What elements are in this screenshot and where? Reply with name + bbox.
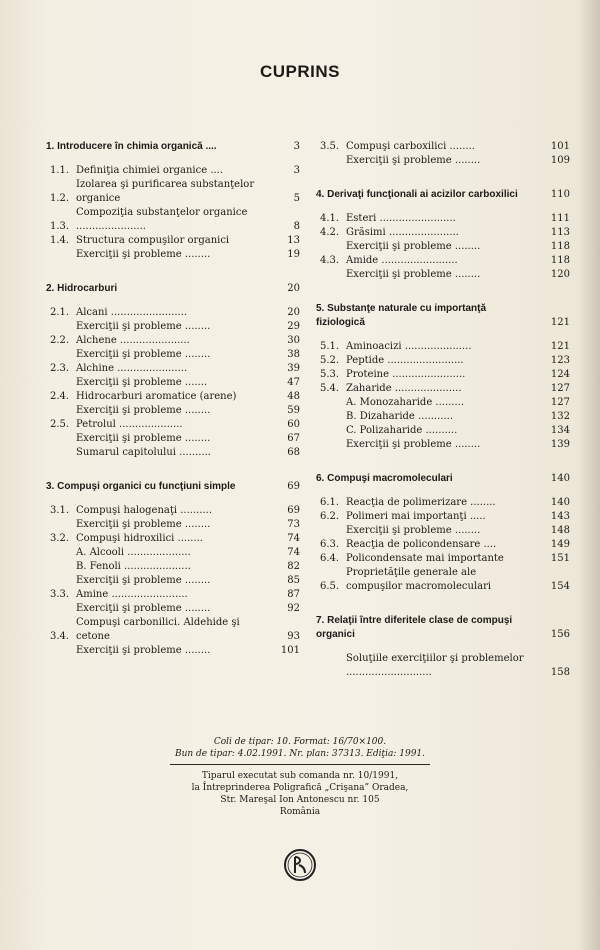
entry-title: Compuşi halogenaţi .......... — [76, 505, 213, 516]
entry-page: 154 — [550, 581, 570, 592]
entry-page: 68 — [287, 447, 300, 458]
entry-number: 1.1. — [50, 165, 70, 176]
entry-page: 30 — [287, 335, 300, 346]
toc-entry — [316, 424, 570, 438]
page-title: CUPRINS — [259, 62, 340, 81]
printer-line-3: Str. Mareşal Ion Antonescu nr. 105 — [220, 795, 380, 805]
entry-number: 3.4. — [50, 631, 70, 642]
toc-entry — [46, 560, 300, 574]
toc-entry — [46, 518, 300, 532]
toc-entry — [46, 616, 300, 644]
chapter-title: 1. Introducere în chimia organică .... — [46, 141, 217, 152]
entry-number: 6.4. — [320, 553, 340, 564]
toc-right-column — [316, 140, 570, 700]
entry-page: 113 — [550, 227, 570, 238]
entry-page: 87 — [287, 589, 300, 600]
toc-entry-list — [316, 340, 570, 452]
toc-entry — [46, 432, 300, 446]
toc-entry — [46, 248, 300, 262]
entry-title: Definiţia chimiei organice .... — [76, 165, 224, 176]
print-info — [0, 736, 600, 760]
entry-page: 19 — [287, 249, 300, 260]
entry-number: 6.2. — [320, 511, 340, 522]
entry-title: Compuşi hidroxilici ........ — [76, 533, 203, 544]
entry-title: Alchine ...................... — [76, 363, 188, 374]
toc-entry — [46, 418, 300, 432]
entry-page: 151 — [550, 553, 570, 564]
chapter-title: 6. Compuşi macromoleculari — [316, 473, 453, 484]
entry-page: 3 — [293, 165, 300, 176]
entry-title: Exerciţii şi probleme ........ — [346, 155, 481, 166]
entry-page: 38 — [287, 349, 300, 360]
chapter-title: 5. Substanţe naturale cu importanţă fiziologică — [316, 303, 487, 328]
toc-entry — [46, 306, 300, 320]
entry-page: 13 — [287, 235, 300, 246]
entry-number: 1.2. — [50, 193, 70, 204]
entry-title: Proteine ....................... — [346, 369, 466, 380]
entry-page: 109 — [550, 155, 570, 166]
chapter-title: 4. Derivaţi funcţionali ai acizilor carboxilici — [316, 189, 518, 200]
toc-entry — [316, 410, 570, 424]
printer-line-1: Tiparul executat sub comanda nr. 10/1991, — [201, 771, 399, 781]
entry-page: 39 — [287, 363, 300, 374]
entry-title: B. Dizaharide ........... — [346, 411, 453, 422]
entry-title: Exerciţii şi probleme ........ — [346, 439, 481, 450]
toc-entry-list — [46, 306, 300, 460]
toc-entry-list — [316, 212, 570, 282]
entry-title: Sumarul capitolului .......... — [76, 447, 211, 458]
toc-entry-list — [46, 504, 300, 658]
entry-page: 93 — [287, 631, 300, 642]
entry-number: 1.4. — [50, 235, 70, 246]
entry-number: 6.1. — [320, 497, 340, 508]
chapter-page: 20 — [287, 283, 300, 294]
toc-entry — [46, 178, 300, 206]
entry-title: Exerciţii şi probleme ........ — [76, 405, 211, 416]
toc-entry — [316, 226, 570, 240]
toc-entry — [46, 574, 300, 588]
toc-entry — [316, 154, 570, 168]
entry-number: 2.3. — [50, 363, 70, 374]
entry-title: A. Monozaharide ......... — [346, 397, 465, 408]
entry-page: 92 — [287, 603, 300, 614]
chapter-page: 156 — [550, 629, 570, 640]
entry-page: 123 — [550, 355, 570, 366]
entry-number: 3.5. — [320, 141, 340, 152]
toc-entry — [46, 404, 300, 418]
entry-page: 111 — [550, 213, 570, 224]
toc-chapter — [316, 188, 570, 202]
entry-title: Compuşi carboxilici ........ — [346, 141, 475, 152]
entry-title: Alcani ........................ — [76, 307, 188, 318]
entry-title: C. Polizaharide .......... — [346, 425, 458, 436]
entry-page: 47 — [287, 377, 300, 388]
entry-title: Exerciţii şi probleme ........ — [76, 321, 211, 332]
toc-entry — [46, 334, 300, 348]
toc-entry — [46, 504, 300, 518]
toc-chapter — [46, 282, 300, 296]
entry-title: Reacţia de policondensare .... — [346, 539, 497, 550]
toc-entry — [46, 320, 300, 334]
entry-number: 2.4. — [50, 391, 70, 402]
entry-title: Exerciţii şi probleme ........ — [76, 349, 211, 360]
entry-number: 5.4. — [320, 383, 340, 394]
entry-title: Exerciţii şi probleme ........ — [346, 269, 481, 280]
entry-page: 158 — [550, 667, 570, 678]
toc-entry — [316, 510, 570, 524]
entry-number: 3.1. — [50, 505, 70, 516]
entry-number: 1.3. — [50, 221, 70, 232]
toc-entry — [316, 396, 570, 410]
entry-page: 143 — [550, 511, 570, 522]
toc-entry — [46, 588, 300, 602]
entry-page: 149 — [550, 539, 570, 550]
entry-number: 3.3. — [50, 589, 70, 600]
entry-number: 5.1. — [320, 341, 340, 352]
toc-entry — [316, 340, 570, 354]
entry-page: 29 — [287, 321, 300, 332]
chapter-page: 3 — [293, 141, 300, 152]
toc-entry — [316, 552, 570, 566]
toc-entry — [316, 538, 570, 552]
toc-entry — [316, 268, 570, 282]
toc-entry — [316, 496, 570, 510]
publisher-logo-icon — [283, 848, 317, 882]
entry-page: 74 — [287, 547, 300, 558]
toc-left-column — [46, 140, 300, 678]
toc-entry — [316, 566, 570, 594]
toc-entry — [316, 438, 570, 452]
toc-section — [316, 614, 570, 680]
entry-title: Polimeri mai importanţi ..... — [346, 511, 486, 522]
toc-section — [316, 302, 570, 452]
toc-entry — [46, 348, 300, 362]
toc-section — [316, 140, 570, 168]
toc-entry — [46, 532, 300, 546]
entry-number: 2.5. — [50, 419, 70, 430]
entry-number: 2.1. — [50, 307, 70, 318]
entry-title: Exerciţii şi probleme ........ — [76, 575, 211, 586]
entry-number: 5.2. — [320, 355, 340, 366]
toc-entry — [46, 164, 300, 178]
printer-line-4: România — [279, 807, 321, 817]
entry-title: Amine ........................ — [76, 589, 188, 600]
entry-page: 82 — [287, 561, 300, 572]
print-info-line-2: Bun de tipar: 4.02.1991. Nr. plan: 37313. Ediţia: 1991. — [174, 749, 426, 759]
entry-number: 3.2. — [50, 533, 70, 544]
toc-chapter — [316, 302, 570, 330]
toc-entry — [316, 212, 570, 226]
toc-entry — [46, 644, 300, 658]
entry-title: Alchene ...................... — [76, 335, 190, 346]
toc-entry — [316, 354, 570, 368]
entry-page: 67 — [287, 433, 300, 444]
entry-title: Soluţiile exerciţiilor şi problemelor ........................... — [346, 653, 524, 678]
toc-section — [46, 480, 300, 658]
entry-page: 69 — [287, 505, 300, 516]
entry-number: 6.3. — [320, 539, 340, 550]
chapter-title: 3. Compuşi organici cu funcţiuni simple — [46, 481, 236, 492]
entry-page: 8 — [293, 221, 300, 232]
entry-title: Policondensate mai importante — [346, 553, 504, 564]
entry-title: Compuşi carbonilici. Aldehide şi cetone — [76, 617, 240, 642]
chapter-page: 69 — [287, 481, 300, 492]
entry-number: 5.3. — [320, 369, 340, 380]
entry-title: Petrolul .................... — [76, 419, 183, 430]
entry-title: Exerciţii şi probleme ........ — [76, 519, 211, 530]
entry-title: Esteri ........................ — [346, 213, 456, 224]
entry-title: Amide ........................ — [346, 255, 458, 266]
entry-page: 101 — [550, 141, 570, 152]
entry-title: Aminoacizi ..................... — [346, 341, 472, 352]
entry-title: Exerciţii şi probleme ........ — [76, 249, 211, 260]
toc-entry — [46, 390, 300, 404]
entry-title: Reacţia de polimerizare ........ — [346, 497, 496, 508]
entry-page: 127 — [550, 383, 570, 394]
toc-entry — [316, 652, 570, 680]
chapter-title: 7. Relaţii între diferitele clase de compuşi organici — [316, 615, 513, 640]
entry-title: Proprietăţile generale ale compuşilor macromoleculari — [346, 567, 492, 592]
footer-divider — [170, 764, 430, 765]
entry-title: Grăsimi ...................... — [346, 227, 459, 238]
toc-chapter — [46, 140, 300, 154]
entry-page: 132 — [550, 411, 570, 422]
toc-entry — [316, 140, 570, 154]
printer-info — [0, 770, 600, 818]
entry-title: Exerciţii şi probleme ........ — [346, 525, 481, 536]
entry-title: B. Fenoli ..................... — [76, 561, 191, 572]
entry-title: Compoziţia substanţelor organice ...................... — [76, 207, 248, 232]
entry-page: 20 — [287, 307, 300, 318]
entry-number: 4.3. — [320, 255, 340, 266]
entry-title: Zaharide ..................... — [346, 383, 462, 394]
entry-title: Exerciţii şi probleme ........ — [76, 433, 211, 444]
entry-page: 139 — [550, 439, 570, 450]
entry-title: Hidrocarburi aromatice (arene) — [76, 391, 237, 402]
entry-page: 118 — [550, 241, 570, 252]
entry-title: Exerciţii şi probleme ........ — [346, 241, 481, 252]
toc-entry — [46, 376, 300, 390]
entry-title: A. Alcooli .................... — [76, 547, 191, 558]
entry-page: 124 — [550, 369, 570, 380]
entry-page: 73 — [287, 519, 300, 530]
toc-entry — [46, 234, 300, 248]
entry-page: 60 — [287, 419, 300, 430]
entry-title: Exerciţii şi probleme ........ — [76, 645, 211, 656]
toc-chapter — [316, 472, 570, 486]
toc-section — [46, 282, 300, 460]
entry-page: 59 — [287, 405, 300, 416]
toc-entry-list — [46, 164, 300, 262]
toc-chapter — [316, 614, 570, 642]
toc-section — [316, 188, 570, 282]
toc-section — [46, 140, 300, 262]
chapter-page: 140 — [550, 473, 570, 484]
chapter-page: 121 — [550, 317, 570, 328]
toc-entry — [316, 524, 570, 538]
toc-entry — [46, 206, 300, 234]
entry-page: 101 — [280, 645, 300, 656]
toc-chapter — [46, 480, 300, 494]
toc-entry-list — [316, 652, 570, 680]
entry-title: Exerciţii şi probleme ....... — [76, 377, 208, 388]
entry-page: 74 — [287, 533, 300, 544]
toc-entry-list — [316, 140, 570, 168]
toc-section — [316, 472, 570, 594]
toc-entry — [316, 368, 570, 382]
entry-page: 118 — [550, 255, 570, 266]
toc-entry — [316, 240, 570, 254]
toc-entry — [46, 602, 300, 616]
chapter-page: 110 — [550, 189, 570, 200]
entry-title: Izolarea şi purificarea substanţelor organice — [76, 179, 255, 204]
toc-entry — [46, 546, 300, 560]
entry-number: 2.2. — [50, 335, 70, 346]
entry-title: Structura compuşilor organici — [76, 235, 230, 246]
entry-page: 134 — [550, 425, 570, 436]
entry-page: 120 — [550, 269, 570, 280]
printer-line-2: la Întreprinderea Poligrafică „Crişana” Oradea, — [191, 783, 409, 793]
entry-title: Peptide ........................ — [346, 355, 464, 366]
entry-title: Exerciţii şi probleme ........ — [76, 603, 211, 614]
toc-entry-list — [316, 496, 570, 594]
entry-page: 121 — [550, 341, 570, 352]
entry-page: 85 — [287, 575, 300, 586]
entry-page: 127 — [550, 397, 570, 408]
toc-entry — [46, 446, 300, 460]
entry-page: 140 — [550, 497, 570, 508]
toc-entry — [46, 362, 300, 376]
entry-page: 5 — [293, 193, 300, 204]
entry-page: 48 — [287, 391, 300, 402]
print-info-line-1: Coli de tipar: 10. Format: 16/70×100. — [213, 737, 387, 747]
entry-number: 4.2. — [320, 227, 340, 238]
toc-entry — [316, 382, 570, 396]
entry-number: 6.5. — [320, 581, 340, 592]
toc-entry — [316, 254, 570, 268]
entry-number: 4.1. — [320, 213, 340, 224]
entry-page: 148 — [550, 525, 570, 536]
chapter-title: 2. Hidrocarburi — [46, 283, 118, 294]
